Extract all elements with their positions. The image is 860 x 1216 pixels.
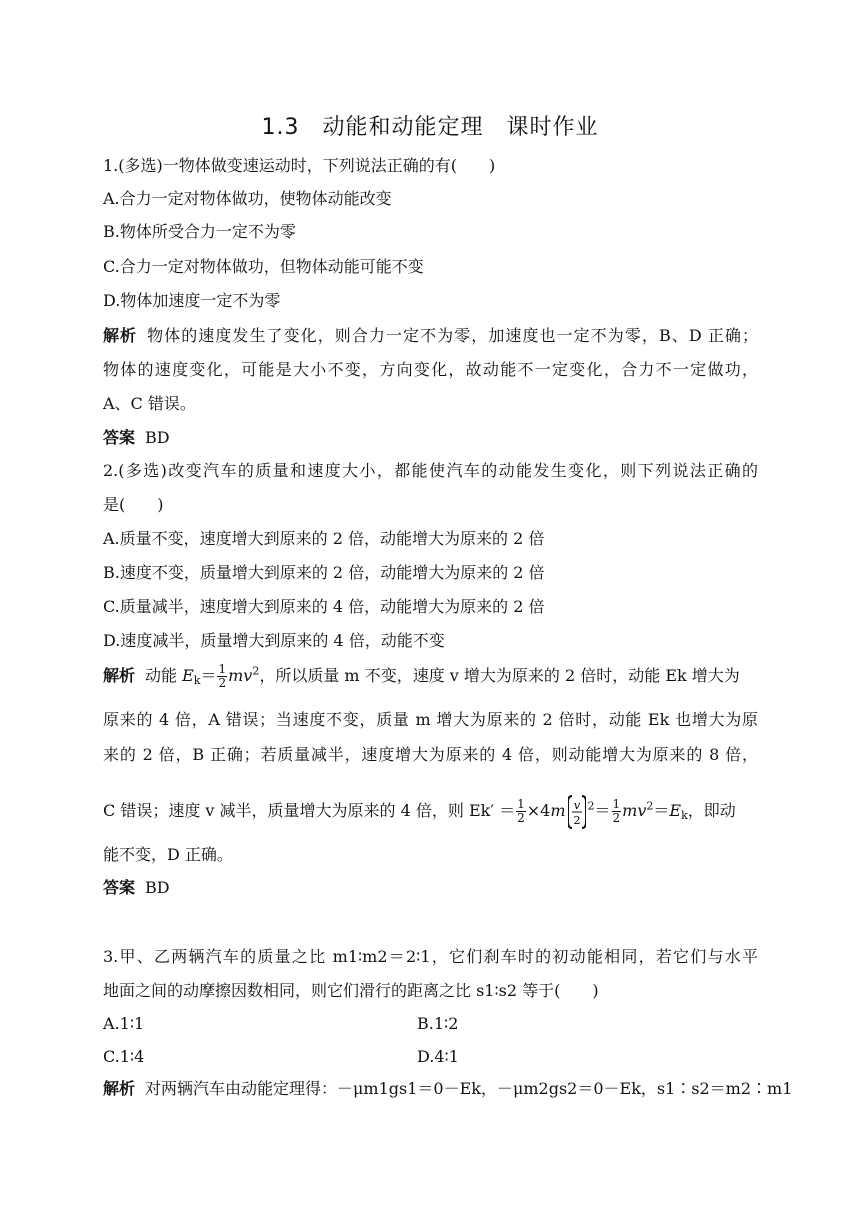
q1-analysis-text-1: 物体的速度发生了变化，则合力一定不为零，加速度也一定不为零，B、D 正确； — [147, 326, 758, 345]
q1-analysis-line-3: A、C 错误。 — [103, 394, 196, 413]
q2-analysis-text-1a: 动能 — [145, 666, 183, 685]
q1-option-a: A.合力一定对物体做功，使物体动能改变 — [103, 189, 392, 208]
q1-analysis-line-1 — [103, 324, 758, 348]
q3-stem-line-1: 3.甲、乙两辆汽车的质量之比 m1∶m2＝2∶1，它们刹车时的初动能相同，若它们与水平 — [103, 947, 758, 966]
q1-option-d: D.物体加速度一定不为零 — [103, 291, 281, 310]
q2-option-a: A.质量不变，速度增大到原来的 2 倍，动能增大为原来的 2 倍 — [103, 529, 545, 548]
q2-analysis-line-2: 原来的 4 倍，A 错误；当速度不变，质量 m 增大为原来的 2 倍时，动能 Ek 也增大为原 — [103, 710, 758, 729]
q2-option-c: C.质量减半，速度增大到原来的 4 倍，动能增大为原来的 2 倍 — [103, 597, 545, 616]
q2-analysis-line-4: C 错误；速度 v 减半，质量增大为原来的 4 倍，则 Ek′ ＝ $\frac{1}{2}$ ×4m v 2 $^2$＝ $\frac{1}{2}$ $mv^2=E_k$，即动 — [103, 791, 758, 831]
q3-option-d: D.4∶1 — [417, 1047, 459, 1066]
q2-analysis-line-1: 解析 动能 $E_k=$ $\frac{1}{2}$ $mv^2$，所以质量 m 不变，速度 v 增大为原来的 2 倍时，动能 Ek 增大为 — [103, 662, 740, 690]
svg-text:v: v — [573, 798, 580, 812]
page-title: 1.3 动能和动能定理 课时作业 — [261, 115, 599, 140]
q2-stem-line-2: 是( ) — [103, 495, 164, 514]
q1-answer-label: 答案 — [103, 428, 136, 447]
q1-answer-value: BD — [145, 428, 170, 447]
paren-v-over-2 — [568, 794, 586, 830]
svg-text:2: 2 — [573, 813, 580, 827]
q2-option-d: D.速度减半，质量增大到原来的 4 倍，动能不变 — [103, 631, 445, 650]
q3-analysis-line-1 — [103, 1077, 793, 1101]
q2-answer — [103, 876, 758, 900]
q1-option-c: C.合力一定对物体做功，但物体动能可能不变 — [103, 257, 424, 276]
fraction-one-half: $\frac{1}{2}$ — [218, 662, 227, 690]
q1-answer — [103, 426, 758, 450]
q2-option-b: B.速度不变，质量增大到原来的 2 倍，动能增大为原来的 2 倍 — [103, 563, 545, 582]
q3-analysis-text-1: 对两辆汽车由动能定理得：－μm1gs1＝0－Ek，－μm2gs2＝0－Ek，s1∶s2＝m2∶m1 — [145, 1079, 793, 1098]
q2-answer-value: BD — [145, 878, 170, 897]
q3-option-a: A.1∶1 — [103, 1014, 145, 1033]
q2-analysis-text-4a: C 错误；速度 v 减半，质量增大为原来的 4 倍，则 Ek′ — [103, 801, 500, 820]
q1-analysis-line-2: 物体的速度变化，可能是大小不变，方向变化，故动能不一定变化，合力不一定做功， — [103, 360, 758, 379]
q2-analysis-line-3: 来的 2 倍，B 正确；若质量减半，速度增大为原来的 4 倍，则动能增大为原来的 8 倍， — [103, 745, 758, 764]
q2-analysis-label: 解析 — [103, 666, 136, 685]
q3-option-b: B.1∶2 — [417, 1014, 459, 1033]
q1-analysis-label: 解析 — [103, 326, 138, 345]
q3-stem-line-2: 地面之间的动摩擦因数相同，则它们滑行的距离之比 s1∶s2 等于( ) — [103, 981, 599, 1000]
q2-stem-line-1: 2.(多选)改变汽车的质量和速度大小，都能使汽车的动能发生变化，则下列说法正确的 — [103, 461, 758, 480]
q2-analysis-text-1b: ，所以质量 m 不变，速度 v 增大为原来的 2 倍时，动能 Ek 增大为 — [259, 666, 740, 685]
q1-option-b: B.物体所受合力一定不为零 — [103, 222, 296, 241]
q3-option-c: C.1∶4 — [103, 1047, 145, 1066]
q2-analysis-text-4b: ，即动 — [687, 801, 736, 820]
q2-answer-label: 答案 — [103, 878, 136, 897]
q3-analysis-label: 解析 — [103, 1079, 136, 1098]
q1-stem: 1.(多选)一物体做变速运动时，下列说法正确的有( ) — [103, 156, 496, 175]
q2-analysis-line-5: 能不变，D 正确。 — [103, 845, 233, 864]
